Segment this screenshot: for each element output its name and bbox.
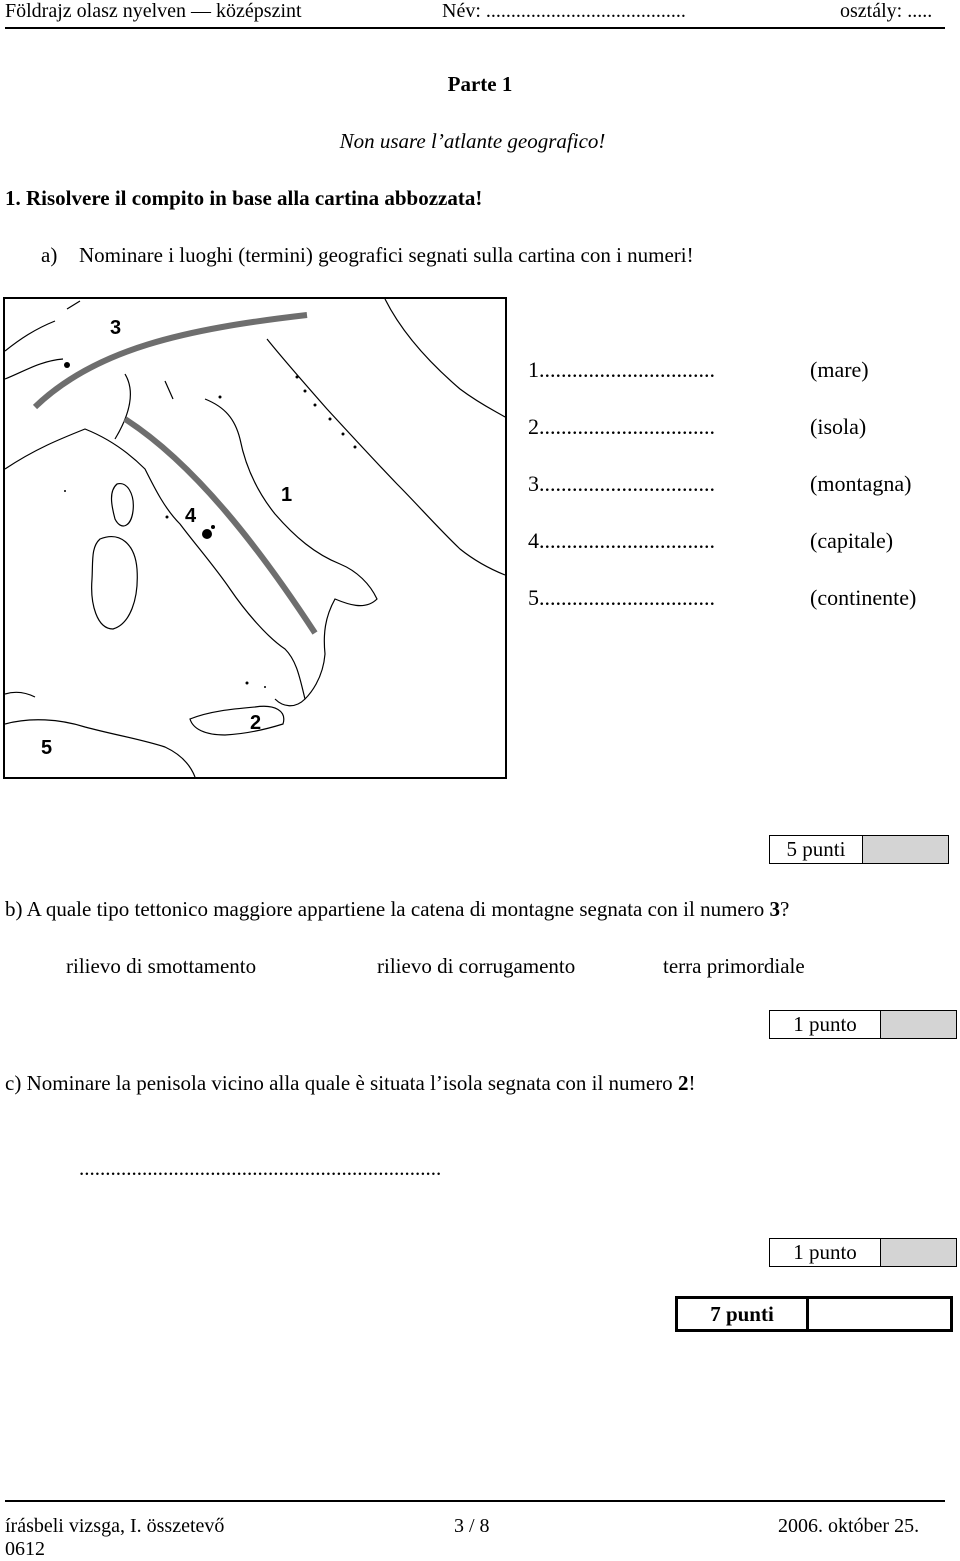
question-b-text: b) A quale tipo tettonico maggiore appartiene la catena di montagne segnata con il numero <box>5 897 770 921</box>
answer-number: 4. <box>528 528 545 553</box>
instruction: Non usare l’atlante geografico! <box>339 129 606 153</box>
header-subject: Földrajz olasz nyelven — középszint <box>5 0 302 22</box>
answer-blank[interactable]: ............................... <box>544 357 715 382</box>
map-label-5: 5 <box>41 737 53 759</box>
score-total-input[interactable] <box>809 1299 950 1329</box>
answer-type-4: (capitale) <box>810 528 894 553</box>
score-input[interactable] <box>881 1011 956 1038</box>
answer-type-2: (isola) <box>810 414 867 439</box>
answer-blank[interactable]: ............................... <box>544 585 715 610</box>
question-c-number: 2 <box>677 1071 689 1095</box>
question-c <box>5 1071 695 1096</box>
header-rule <box>5 27 945 29</box>
map-label-1: 1 <box>281 484 293 506</box>
score-total-label: 7 punti <box>678 1299 809 1329</box>
map-label-3: 3 <box>110 317 122 339</box>
answer-blank[interactable]: ............................... <box>544 528 715 553</box>
footer-page: 3 / 8 <box>454 1515 490 1537</box>
answer-line-3[interactable] <box>528 471 715 497</box>
task-a-text: Nominare i luoghi (termini) geografici segnati sulla cartina con i numeri! <box>79 243 694 267</box>
section-title: Parte 1 <box>447 72 513 96</box>
answer-blank[interactable]: ............................... <box>544 471 715 496</box>
question-c-end: ! <box>688 1071 696 1095</box>
question-c-text: c) Nominare la penisola vicino alla quale è situata l’isola segnata con il numero <box>5 1071 678 1095</box>
map-label-2: 2 <box>250 712 262 734</box>
map-label-4: 4 <box>185 505 197 527</box>
footer-exam: írásbeli vizsga, I. összetevő <box>5 1515 225 1537</box>
answer-line-1[interactable] <box>528 357 715 383</box>
header-class-field: osztály: ..... <box>840 0 933 22</box>
answer-line-2[interactable] <box>528 414 715 440</box>
footer-date: 2006. október 25. <box>778 1515 920 1537</box>
answer-c-blank[interactable]: ..................................................................... <box>79 1156 442 1180</box>
answer-number: 5. <box>528 585 545 610</box>
answer-number: 1. <box>528 357 545 382</box>
score-box-a <box>769 835 949 864</box>
sketch-map <box>3 297 507 779</box>
answer-number: 3. <box>528 471 545 496</box>
score-label: 5 punti <box>770 836 863 863</box>
score-label: 1 punto <box>770 1239 881 1266</box>
task-a-label: a) <box>41 243 58 267</box>
answer-line-5[interactable] <box>528 585 715 611</box>
task-title: 1. Risolvere il compito in base alla cartina abbozzata! <box>5 186 483 210</box>
score-box-b <box>769 1010 957 1039</box>
option-3[interactable]: terra primordiale <box>663 954 805 978</box>
question-b-number: 3 <box>769 897 780 921</box>
footer-code: 0612 <box>5 1538 45 1560</box>
score-input[interactable] <box>881 1239 956 1266</box>
answer-blank[interactable]: ............................... <box>544 414 715 439</box>
map-drawing <box>5 299 505 777</box>
footer-rule <box>5 1500 945 1502</box>
answer-type-3: (montagna) <box>810 471 912 496</box>
score-box-total <box>675 1296 953 1332</box>
option-2[interactable]: rilievo di corrugamento <box>377 954 576 978</box>
score-box-c <box>769 1238 957 1267</box>
score-label: 1 punto <box>770 1011 881 1038</box>
score-input[interactable] <box>863 836 948 863</box>
question-b <box>5 897 789 922</box>
question-b-end: ? <box>780 897 790 921</box>
header-name-field: Név: ........................................ <box>442 0 686 22</box>
answer-number: 2. <box>528 414 545 439</box>
option-1[interactable]: rilievo di smottamento <box>66 954 257 978</box>
answer-type-5: (continente) <box>810 585 917 610</box>
answer-line-4[interactable] <box>528 528 715 554</box>
answer-type-1: (mare) <box>810 357 869 382</box>
